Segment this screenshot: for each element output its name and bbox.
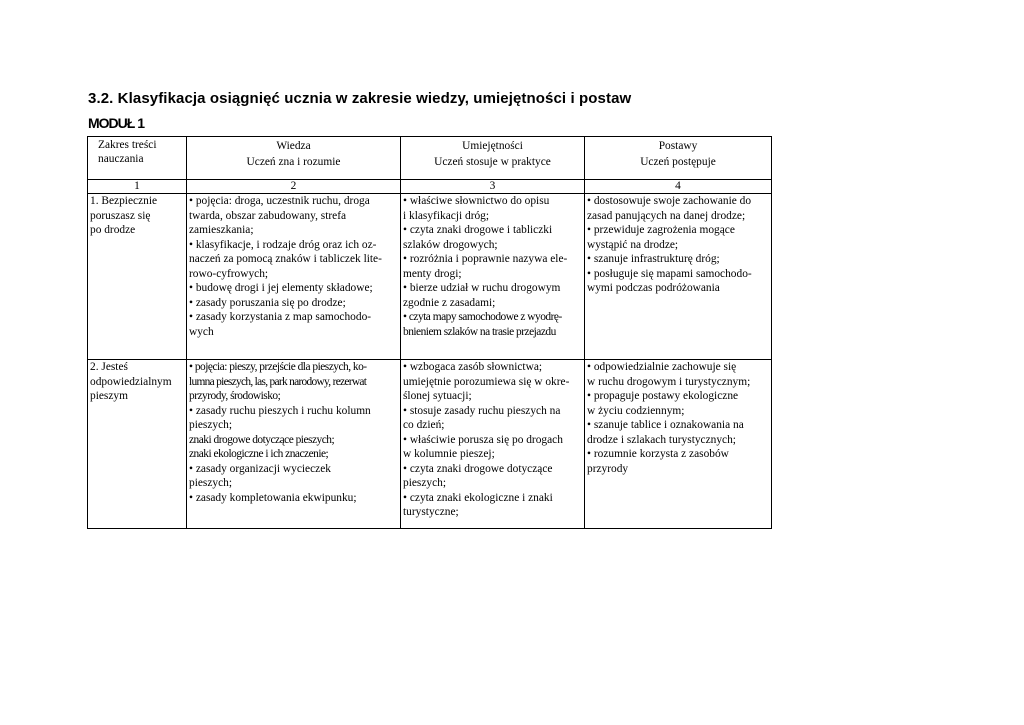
row2-postawy-line: w życiu codziennym; [587,404,685,417]
row2-umiejetnosci-line: • stosuje zasady ruchu pieszych na [403,404,561,417]
header-wiedza [187,137,401,180]
row1-umiejetnosci-line: • czyta mapy samochodowe z wyodrę- [403,311,562,323]
row2-wiedza-line: znaki drogowe dotyczące pieszych; [189,433,335,446]
row2-zakres-line: odpowiedzialnym [90,375,172,388]
row1-wiedza-line: • klasyfikacje, i rodzaje dróg oraz ich oz- [189,238,377,251]
column-number: 1 [88,180,187,194]
row1-umiejetnosci-line: szlaków drogowych; [403,238,498,251]
row1-postawy-line: • szanuje infrastrukturę dróg; [587,253,720,265]
header-postawy-title: Postawy [658,140,698,152]
row1-wiedza-line: zamieszkania; [189,224,254,236]
row2-wiedza-cell [187,360,401,529]
row2-umiejetnosci-line: co dzień; [403,419,445,431]
row1-umiejetnosci-line: bnieniem szlaków na trasie przejazdu [403,325,556,338]
header-wiedza-title: Wiedza [276,140,311,152]
row1-zakres-line: 1. Bezpiecznie [90,195,158,207]
row1-umiejetnosci-line: zgodnie z zasadami; [403,296,496,309]
row1-zakres-line: po drodze [90,224,136,236]
row2-postawy-line: • odpowiedzialnie zachowuje się [587,361,737,373]
table-row [88,194,772,360]
header-umiejetnosci-title: Umiejętności [462,140,523,152]
row1-umiejetnosci-line: • rozróżnia i poprawnie nazywa ele- [403,253,568,265]
row2-wiedza-line: pieszych; [189,477,233,489]
header-postawy-sub: Uczeń postępuje [640,156,716,168]
row2-postawy-line: w ruchu drogowym i turystycznym; [587,375,751,388]
row1-postawy-line: • przewiduje zagrożenia mogące [587,224,735,236]
header-postawy [585,137,772,180]
row2-umiejetnosci-line: • właściwie porusza się po drogach [403,433,563,446]
row2-postawy-cell [585,360,772,529]
row1-wiedza-line: rowo-cyfrowych; [189,267,269,280]
column-number-row [88,180,772,194]
row2-wiedza-line: pieszych; [189,419,233,431]
row2-umiejetnosci-line: pieszych; [403,477,447,489]
column-number: 3 [401,180,585,194]
row1-postawy-line: wymi podczas podróżowania [587,282,720,294]
table-row [88,360,772,529]
row1-wiedza-line: twarda, obszar zabudowany, strefa [189,209,347,222]
row2-umiejetnosci-line: umiejętnie porozumiewa się w okre- [403,375,570,388]
row2-umiejetnosci-line: • wzbogaca zasób słownictwa; [403,361,543,373]
row2-umiejetnosci-cell [401,360,585,529]
header-zakres-line2: nauczania [98,153,144,165]
module-title: MODUŁ 1 [88,115,144,131]
row1-zakres-line: poruszasz się [90,209,151,222]
row2-umiejetnosci-line: ślonej sytuacji; [403,390,472,402]
row2-umiejetnosci-line: w kolumnie pieszej; [403,448,495,460]
row2-zakres-cell [88,360,187,529]
row1-wiedza-line: wych [189,325,214,338]
row2-zakres-line: 2. Jesteś [90,361,128,373]
row1-postawy-line: wystąpić na drodze; [587,238,679,251]
row1-zakres-cell [88,194,187,360]
row1-wiedza-line: • budowę drogi i jej elementy składowe; [189,282,373,294]
row1-wiedza-line: naczeń za pomocą znaków i tabliczek lite- [189,253,382,265]
header-zakres [88,137,187,180]
row1-postawy-line: • dostosowuje swoje zachowanie do [587,195,752,207]
row1-wiedza-cell [187,194,401,360]
row1-wiedza-line: • zasady korzystania z map samochodo- [189,311,372,323]
header-wiedza-sub: Uczeń zna i rozumie [246,156,341,168]
row2-wiedza-line: • zasady organizacji wycieczek [189,462,331,475]
row2-wiedza-line: przyrody, środowisko; [189,390,281,402]
column-number: 2 [187,180,401,194]
row2-postawy-line: drodze i szlakach turystycznych; [587,433,736,446]
row2-wiedza-line: • zasady kompletowania ekwipunku; [189,491,357,504]
row1-wiedza-line: • zasady poruszania się po drodze; [189,296,346,309]
row1-postawy-cell [585,194,772,360]
row1-postawy-line: • posługuje się mapami samochodo- [587,267,752,280]
header-zakres-line1: Zakres treści [98,139,157,151]
row1-postawy-line: zasad panujących na danej drodze; [587,209,746,222]
column-number: 4 [585,180,772,194]
row1-umiejetnosci-line: • właściwe słownictwo do opisu [403,195,550,207]
row2-postawy-line: • rozumnie korzysta z zasobów [587,448,729,460]
row2-postawy-line: • propaguje postawy ekologiczne [587,390,739,402]
section-heading: 3.2. Klasyfikacja osiągnięć ucznia w zakresie wiedzy, umiejętności i postaw [88,90,632,107]
row2-umiejetnosci-line: turystyczne; [403,506,459,518]
classification-table [87,136,772,529]
row1-umiejetnosci-line: menty drogi; [403,267,462,280]
row2-postawy-line: przyrody [587,462,629,475]
row1-umiejetnosci-line: • czyta znaki drogowe i tabliczki [403,224,553,236]
row2-wiedza-line: znaki ekologiczne i ich znaczenie; [189,448,329,460]
row2-umiejetnosci-line: • czyta znaki ekologiczne i znaki [403,491,553,504]
row1-umiejetnosci-line: i klasyfikacji dróg; [403,209,490,222]
row1-umiejetnosci-cell [401,194,585,360]
row1-wiedza-line: • pojęcia: droga, uczestnik ruchu, droga [189,195,370,207]
row2-postawy-line: • szanuje tablice i oznakowania na [587,419,744,431]
row2-wiedza-line: lumna pieszych, las, park narodowy, rezerwat [189,375,367,388]
table-header-row [88,137,772,180]
row2-wiedza-line: • pojęcia: pieszy, przejście dla pieszych, ko- [189,361,367,373]
header-umiejetnosci-sub: Uczeń stosuje w praktyce [434,156,551,168]
row2-zakres-line: pieszym [90,390,128,402]
row2-umiejetnosci-line: • czyta znaki drogowe dotyczące [403,462,553,475]
header-umiejetnosci [401,137,585,180]
row1-umiejetnosci-line: • bierze udział w ruchu drogowym [403,282,561,294]
row2-wiedza-line: • zasady ruchu pieszych i ruchu kolumn [189,404,371,417]
